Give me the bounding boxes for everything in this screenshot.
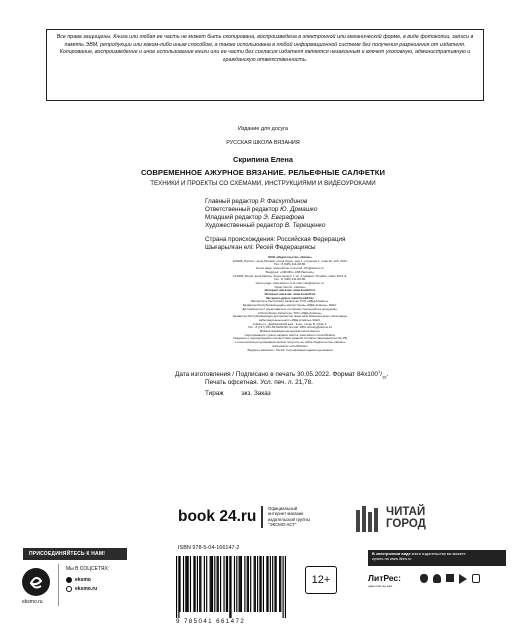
eksmo-logo-icon	[22, 568, 50, 596]
litres-logo: ЛитРес:	[368, 573, 401, 583]
print-format-sup: 1	[377, 369, 381, 374]
isbn-text: ISBN 978-5-04-166147-2	[178, 545, 240, 551]
editor-name: Р. Фасхутдинов	[260, 198, 308, 205]
book24-logo: book 24.ru	[178, 508, 257, 525]
publisher-info-line: 123308, Россия, город Москва, улица Зорге, дом 1, строение 1, этаж 20, каб. 2013.	[232, 258, 348, 263]
book-title: СОВРЕМЕННОЕ АЖУРНОЕ ВЯЗАНИЕ. РЕЛЬЕФНЫЕ САЛФЕТКИ	[140, 168, 386, 177]
editor-row	[205, 206, 465, 214]
publisher-info-line: Импортёр в Республику Казахстан ТОО «РДЦ-Алматы».	[250, 299, 330, 304]
editor-row	[205, 214, 465, 222]
publisher-info-line: қабылдаушының өкілі «РДЦ-Алматы» ЖШС,	[259, 317, 321, 322]
publisher-info-line: Интернет-дүкен: www.book24.kz	[266, 295, 314, 300]
book24-tagline-line: интернет-магазин	[268, 511, 304, 517]
chitai-gorod-line1: ЧИТАЙ	[386, 506, 426, 518]
editor-role: Младший редактор	[205, 214, 264, 221]
vk-link[interactable]	[66, 577, 91, 583]
litres-tagline: один клик до книг	[368, 584, 393, 588]
editor-role: Ответственный редактор	[205, 206, 281, 213]
print-run: Тираж экз. Заказ	[205, 390, 271, 397]
print-dates: Дата изготовления / Подписано в печать 30.05.2022. Формат $84x100^1/_{16}$.	[175, 369, 389, 380]
chitai-gorod-line2: ГОРОД	[386, 518, 426, 530]
series-name: РУССКАЯ ШКОЛА ВЯЗАНИЯ	[226, 140, 300, 146]
publisher-info-line: Қазақстан Республикасындағы импорттаушы «РДЦ-Алматы» ЖШС.	[242, 303, 338, 308]
chitai-gorod-icon	[356, 506, 382, 532]
vk-link-label: eksmo	[75, 577, 91, 583]
publisher-info-line: Сертификация туралы ақпарат сайтта: www.eksmo.ru/certification	[244, 332, 336, 337]
android-icon	[433, 574, 441, 583]
google-play-icon	[459, 574, 467, 584]
book24-tagline	[268, 506, 310, 528]
edition-type: Издание для досуга	[238, 126, 288, 132]
barcode-digits: 9 785041 661472	[176, 618, 246, 625]
origin-country-kz: Шығарылған елі: Ресей Федерациясы	[205, 244, 316, 251]
reader-icon	[472, 574, 480, 583]
print-dates-text: Дата изготовления / Подписано в печать 30.05.2022. Формат 84x100	[175, 371, 378, 379]
book24-tagline-line: издательской группы	[268, 516, 310, 522]
book24-tagline-line: Официальный	[268, 506, 298, 511]
publisher-info-line: Тел.: 8 (495) 411-68-86.	[273, 262, 307, 267]
ebook-promo-text3: купить на www.litres.ru	[372, 557, 412, 561]
age-rating-badge: 12+	[305, 566, 337, 594]
print-format-sub: 16	[381, 374, 387, 380]
publisher-info-line: ООО «Издательство «Эксмо»	[268, 255, 312, 259]
publisher-info-line: Интернет-магазин: www.book24.kz	[264, 292, 316, 297]
barcode-icon	[176, 556, 286, 618]
editor-name: Ю. Дрмашко	[280, 206, 318, 213]
publisher-info-line: Home page: www.eksmo.ru E-mail: info@eksmo.ru	[256, 266, 324, 271]
social-divider	[58, 564, 59, 606]
vk-icon	[66, 577, 72, 583]
print-specs: Печать офсетная. Усл. печ. л. 21,78.	[205, 379, 313, 386]
author: Скрипина Елена	[233, 155, 293, 164]
book24-divider	[261, 506, 263, 528]
eksmo-logo-caption: eksmo.ru	[22, 599, 43, 605]
globe-icon	[66, 586, 72, 592]
ebook-promo-banner	[368, 550, 506, 566]
editor-row	[205, 198, 465, 206]
publisher-info-line: Home page: www.eksmo.ru E-mail: info@eksmo.ru.	[255, 280, 325, 285]
publisher-info-line: Өнімнің жарамдылық мерзімі шектелмеген.	[259, 329, 321, 334]
ebook-promo-text2: книги издательства вы можете	[411, 552, 466, 556]
publisher-info-line: в Республике Казахстан: ТОО «РДЦ-Алматы»	[258, 310, 322, 315]
subscribe-banner: ПРИСОЕДИНЯЙТЕСЬ К НАМ!	[23, 548, 127, 560]
ebook-promo-text1: В электронном виде	[372, 552, 411, 556]
publisher-info-line: Тауар белгісі: «Эксмо»	[274, 284, 306, 289]
editor-role: Художественный редактор	[205, 222, 285, 229]
editor-name: Э. Евграфова	[263, 214, 305, 221]
publisher-info-line: Интернет-магазин: www.book24.ru	[264, 288, 316, 293]
publisher-info-line: Тел.: 8 (727) 251-59-90/91/92; E-mail: RDC-Almaty@eksmo.kz	[247, 325, 333, 330]
isbn-barcode	[176, 545, 288, 625]
book24-tagline-line: "ЭКСМО-АСТ"	[268, 522, 297, 528]
copyright-notice: Все права защищены. Книга или любая ее часть не может быть скопирована, воспроизведена в электронной или механической форме, в виде фотокопии, записи в память ЭВМ, репродукции или каким-либо иным способом, а также использована в любой информационной системе без получения разрешения от издателя. Копирование, воспроизведение и иное использование книги или ее части без согласия издателя является незаконным и влечет уголовную, административную и гражданскую ответственность.	[46, 29, 484, 101]
origin-country: Страна происхождения: Российская Федерация	[205, 236, 346, 243]
editor-name: В. Терещенко	[284, 222, 326, 229]
publisher-info	[205, 256, 375, 352]
site-link-label: eksmo.ru	[75, 586, 98, 592]
publisher-info-line: Өндіруші: «ЭКСМО» АҚБ Баспасы,	[265, 269, 315, 274]
app-store-icons	[420, 574, 480, 584]
apple-icon	[420, 574, 428, 583]
editors-block	[205, 198, 465, 230]
windows-icon	[446, 574, 454, 582]
publisher-info-line: Қазақстан Республикасында дистрибьютор және өнім бойынша арыз-талаптарды	[232, 314, 348, 319]
publisher-info-line: www.eksmo.ru/certification	[272, 343, 308, 348]
publisher-info-line: Алматы қ., Домбровский көш., 3«а», литер Б, офис 1.	[252, 321, 328, 326]
publisher-info-line: Тел.: 8 (495) 411-68-86.	[273, 277, 307, 282]
social-title: Мы В СОЦСЕТЯХ:	[66, 566, 110, 572]
publisher-info-line: Өндірген мемлекет: Ресей. Сертификация қарастырылмаған	[247, 347, 333, 352]
editor-role: Главный редактор	[205, 198, 261, 205]
editor-row	[205, 222, 465, 230]
publisher-info-line: Дистрибьютор и представитель по приему претензий на продукцию,	[242, 306, 338, 311]
site-link[interactable]	[66, 586, 97, 592]
publisher-info-line: о техническом регулировании можно получить на сайте Издательства «Эксмо»	[234, 340, 346, 345]
publisher-info-line: 123308, Ресей, қала Мәскеу, Зорге көшесі, 1 үй, 1 ғимарат, 20 қабат, офис 2013 ж.	[233, 273, 347, 278]
book-subtitle: ТЕХНИКИ И ПРОЕКТЫ СО СХЕМАМИ, ИНСТРУКЦИЯМИ И ВИДЕОУРОКАМИ	[150, 180, 376, 187]
publisher-info-line: Сведения о подтверждении соответствия издания согласно законодательству РФ	[232, 336, 348, 341]
